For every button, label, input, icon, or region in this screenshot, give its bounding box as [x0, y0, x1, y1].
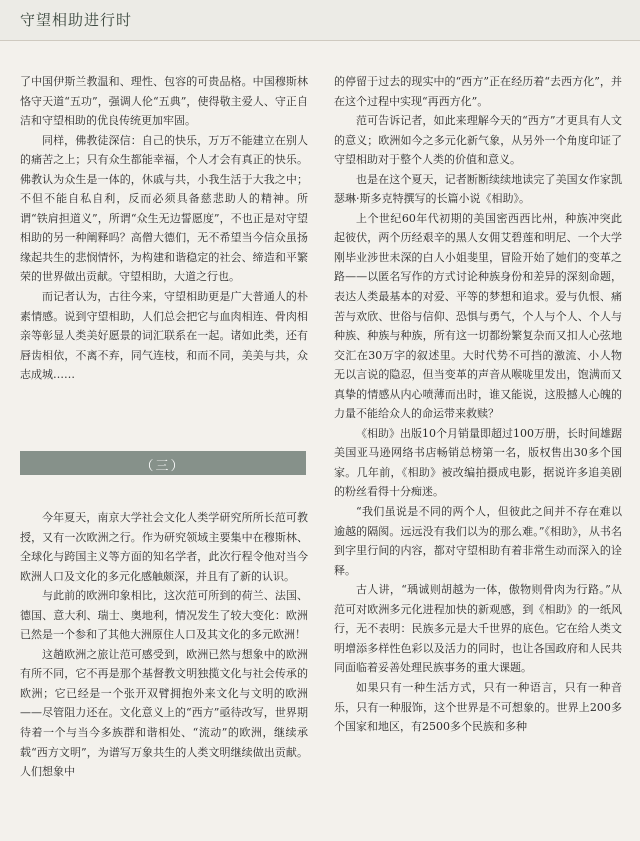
paragraph: 《相助》出版10个月销量即超过100万册，长时间雄踞美国亚马逊网络书店畅销总榜第一名，版权售出30多个国家。几年前，《相助》被改编拍摄成电影，据说许多追美剧的粉丝看得十分痴迷。: [334, 426, 622, 499]
paragraph: 这趟欧洲之旅让范可感受到，欧洲已然与想象中的欧洲有所不同，它不再是那个基督教文明独揽文化与社会传承的欧洲；它已经是一个张开双臂拥抱外来文化与文明的欧洲——尽管阻力还在。文化意义上的“西方”亟待改写，世界期待着一个与当今多族群和谐相处、“流动”的欧洲，继续承载“西方文明”，为谱写万象共生的人类文明继续做出贡献。人们想象中: [20, 647, 308, 779]
paragraph: 古人讲，“瑀诚则胡越为一体，傲物则骨肉为行路。”从范可对欧洲多元化进程加快的新观感，到《相助》的一纸风行，无不表明：民族多元是大千世界的底色。它在给人类文明增添多样性色彩以及活力的同时，也让各国政府和人民共同面临着妥善处理民族事务的重大课题。: [334, 583, 622, 675]
paragraph: 上个世纪60年代初期的美国密西西比州，种族冲突此起彼伏，两个历经艰辛的黑人女佣艾碧莲和明尼、一个大学刚毕业涉世未深的白人小姐斐里，冒险开始了她们的变革之路——以匿名写作的方式讨论种族身份和差异的深刻命题，表达人类最基本的对爱、平等的梦想和追求。爱与仇恨、痛苦与欢欣、世俗与信仰、恐惧与勇气，个人与个人、个人与种族、种族与种族，所有这一切都纷繁复杂而又扣人心弦地交汇在30万字的叙述里。大时代势不可挡的激流、小人物无以言说的隐忍，但当变革的声音从喉咙里发出，饱满而又真挚的情感从内心喷薄而出时，谁又能说，这股撼人心魄的力量不能给众人的命运带来救赎？: [334, 211, 622, 421]
header-divider: [0, 40, 640, 41]
paragraph: 范可告诉记者，如此来理解今天的“西方”才更具有人文的意义；欧洲如今之多元化新气象，从另外一个角度印证了守望相助对于整个人类的价值和意义。: [334, 114, 622, 167]
section-heading-bar: [20, 451, 306, 475]
paragraph: 也是在这个夏天，记者断断续续地读完了美国女作家凯瑟琳·斯多克特撰写的长篇小说《相助》。: [334, 172, 622, 206]
right-column: [334, 72, 622, 737]
paragraph: 了中国伊斯兰教温和、理性、包容的可贵品格。中国穆斯林恪守天道“五功”，强调人伦“五典”，使得敬主爱人、守正自洁和守望相助的优良传统更加牢固。: [20, 75, 308, 128]
page-header: [0, 0, 640, 40]
paragraph: 同样，佛教徒深信：自己的快乐，万万不能建立在别人的痛苦之上；只有众生都能幸福，个人才会有真正的快乐。佛教认为众生是一体的，休戚与共，小我生活于大我之中；不但不能自私自利，反而必须具备慈悲助人的精神。所谓“铁肩担道义”，所谓“众生无边誓愿度”，不也正是对守望相助的另一种阐释吗？高僧大德们，无不希望当今信众虽扬缘起共生的悲悯情怀，为构建和谐稳定的社会、缔造和平繁荣的世界做出贡献。守望相助，大道之行也。: [20, 133, 308, 284]
left-column-top: [20, 72, 308, 385]
paragraph: “我们虽说是不同的两个人，但彼此之间并不存在难以逾越的隔阂。远远没有我们以为的那么难。”《相助》，从书名到字里行间的内容，都对守望相助有着非常生动而深入的诠释。: [334, 505, 622, 577]
paragraph: 的停留于过去的现实中的“西方”正在经历着“去西方化”，并在这个过程中实现“再西方化”。: [334, 75, 622, 108]
header-title: 守望相助进行时: [20, 11, 133, 29]
section-heading: （三）: [140, 459, 186, 474]
paragraph: 如果只有一种生活方式，只有一种语言，只有一种音乐，只有一种服饰，这个世界是不可想象的。世界上200多个国家和地区，有2500多个民族和多种: [334, 680, 622, 734]
paragraph: 今年夏天，南京大学社会文化人类学研究所所长范可教授，又有一次欧洲之行。作为研究领域主要集中在穆斯林、全球化与跨国主义等方面的知名学者，此次行程令他对当今欧洲人口及文化的多元化感触颇深，并且有了新的认识。: [20, 511, 308, 583]
paragraph: 而记者认为，古往今来，守望相助更是广大普通人的朴素情感。说到守望相助，人们总会把它与血肉相连、骨肉相亲等彰显人类美好愿景的词汇联系在一起。诸如此类，还有唇齿相依，不离不弃，同气连枝，和而不同，美美与共，众志成城……: [20, 290, 308, 382]
paragraph: 与此前的欧洲印象相比，这次范可所到的荷兰、法国、德国、意大利、瑞士、奥地利，情况发生了较大变化：欧洲已然是一个参和了其他大洲原住人口及其文化的多元欧洲！: [20, 589, 308, 642]
left-column-bottom: [20, 508, 308, 782]
